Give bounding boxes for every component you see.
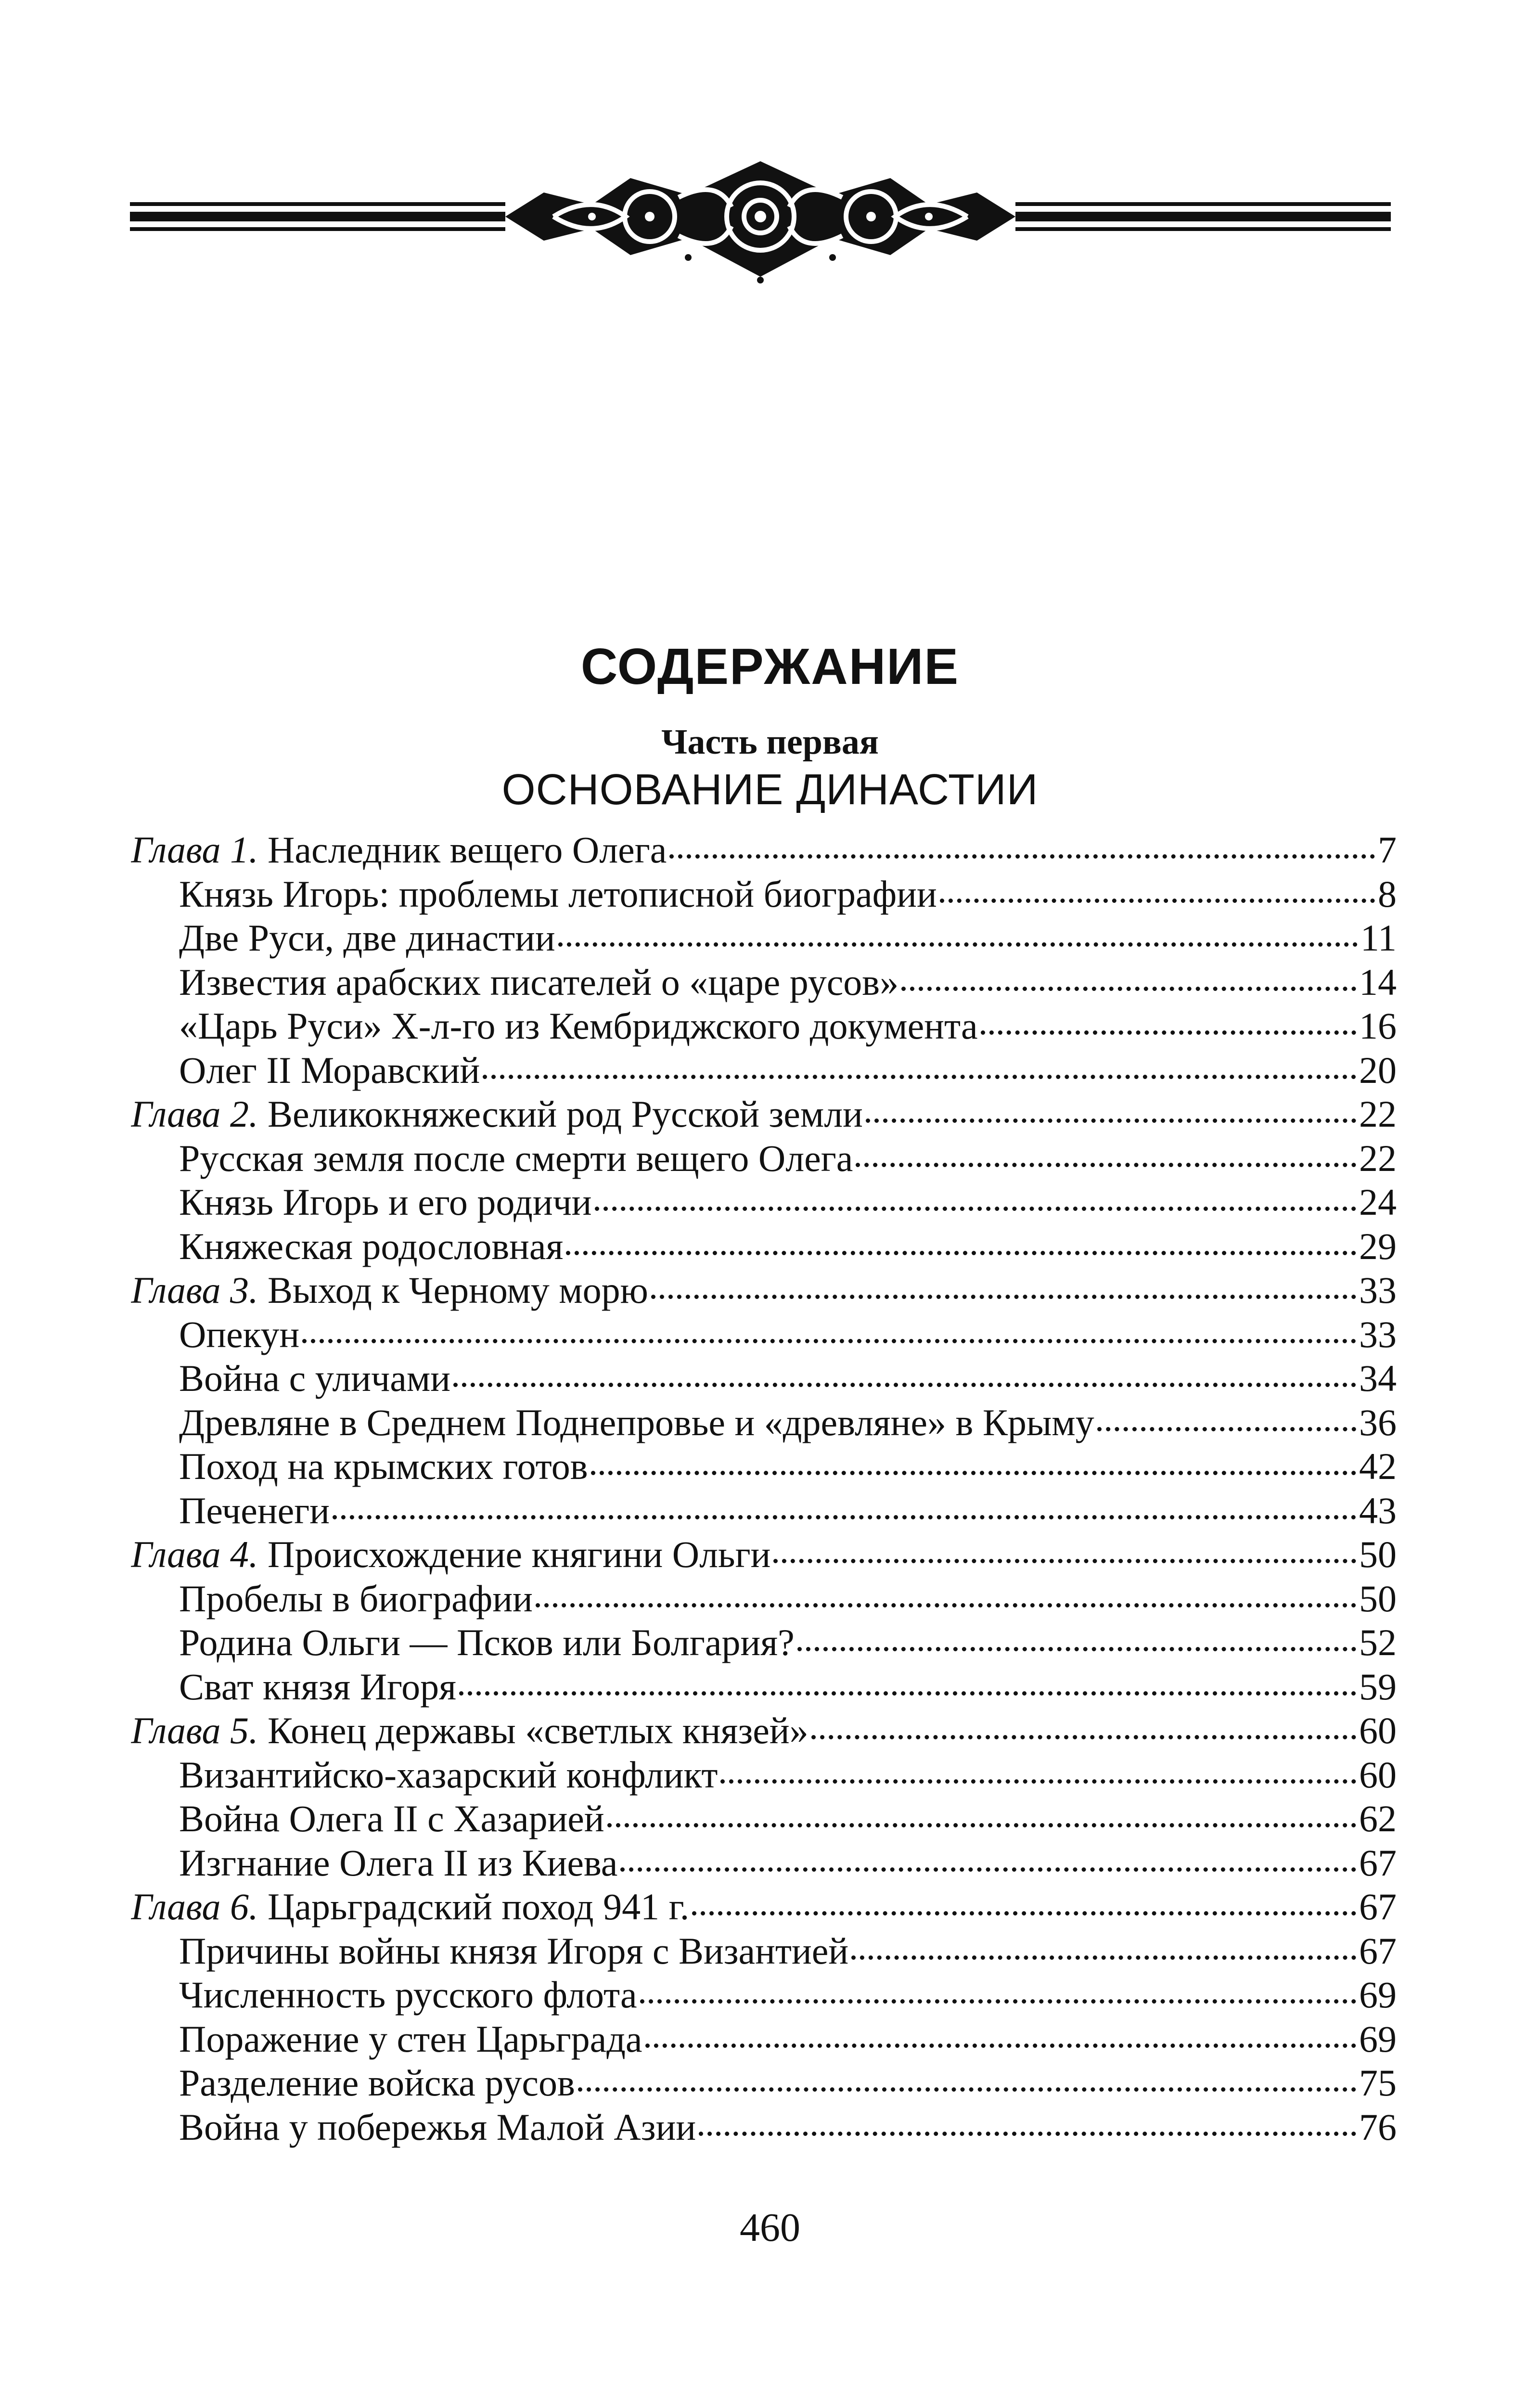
entry-page-number: 52	[1359, 1621, 1397, 1663]
toc-section-entry	[131, 1489, 1397, 1533]
entry-label	[131, 1268, 648, 1312]
dot-leader	[856, 1163, 1356, 1167]
entry-title: Разделение войска русов	[179, 2062, 575, 2104]
toc-section-entry	[131, 1180, 1397, 1224]
entry-label	[131, 1532, 770, 1577]
entry-label	[179, 1401, 1094, 1445]
entry-page-number: 69	[1359, 2018, 1397, 2060]
dot-leader	[866, 1118, 1356, 1123]
entry-label	[179, 1444, 588, 1489]
toc-section-entry	[131, 1356, 1397, 1401]
entry-page-number: 24	[1359, 1181, 1397, 1223]
entry-title: Царьградский поход 941 г.	[268, 1886, 690, 1928]
dot-leader	[459, 1691, 1356, 1696]
entry-title: Сват князя Игоря	[179, 1665, 456, 1708]
chapter-number: Глава 5.	[131, 1710, 258, 1751]
entry-title: Изгнание Олега II из Киева	[179, 1841, 618, 1884]
entry-title: Известия арабских писателей о «царе русов»	[179, 961, 899, 1003]
dot-leader	[595, 1207, 1356, 1211]
toc-section-entry	[131, 1577, 1397, 1621]
headpiece-ornament	[130, 159, 1391, 284]
page-title: СОДЕРЖАНИЕ	[580, 638, 960, 695]
toc-section-entry	[131, 1444, 1397, 1489]
dot-leader	[773, 1559, 1356, 1563]
toc-section-entry	[131, 1665, 1397, 1709]
chapter-number: Глава 4.	[131, 1533, 258, 1575]
entry-title: Наследник вещего Олега	[268, 829, 667, 871]
chapter-number: Глава 1.	[131, 829, 258, 871]
entry-title: Война у побережья Малой Азии	[179, 2106, 696, 2148]
dot-leader	[851, 1955, 1356, 1960]
dot-leader	[558, 942, 1358, 947]
entry-page-number: 50	[1359, 1577, 1397, 1620]
toc-chapter-entry	[131, 1532, 1397, 1577]
dot-leader	[797, 1647, 1356, 1651]
entry-label	[179, 960, 898, 1004]
entry-title: Происхождение княгини Ольги	[268, 1533, 771, 1575]
entry-title: Древляне в Среднем Поднепровье и «древляне» в Крыму	[179, 1401, 1094, 1443]
toc-chapter-entry	[131, 1709, 1397, 1753]
dot-leader	[640, 1999, 1356, 2004]
toc-section-entry	[131, 1224, 1397, 1269]
toc-section-entry	[131, 1973, 1397, 2017]
table-of-contents	[131, 828, 1397, 2149]
chapter-number: Глава 2.	[131, 1093, 258, 1135]
entry-label	[131, 828, 667, 872]
entry-title: Опекун	[179, 1313, 300, 1355]
entry-label	[131, 1885, 689, 1929]
entry-page-number: 67	[1359, 1886, 1397, 1928]
entry-label	[179, 1048, 480, 1093]
entry-page-number: 14	[1359, 961, 1397, 1003]
toc-section-entry	[131, 2061, 1397, 2105]
toc-chapter-entry	[131, 1092, 1397, 1136]
entry-title: Княжеская родословная	[179, 1225, 564, 1267]
entry-title: Пробелы в биографии	[179, 1577, 533, 1620]
entry-label	[179, 1620, 795, 1665]
toc-section-entry	[131, 916, 1397, 960]
entry-label	[179, 2017, 642, 2061]
entry-label	[179, 1356, 450, 1401]
entry-title: Война с уличами	[179, 1357, 450, 1399]
entry-title: Великокняжеский род Русской земли	[268, 1093, 863, 1135]
entry-page-number: 62	[1359, 1798, 1397, 1839]
part-title: ОСНОВАНИЕ ДИНАСТИИ	[501, 766, 1039, 814]
dot-leader	[811, 1735, 1356, 1739]
entry-label	[131, 1709, 808, 1753]
entry-page-number: 75	[1359, 2062, 1397, 2104]
entry-label	[179, 1489, 330, 1533]
entry-title: Две Руси, две династии	[179, 917, 555, 959]
entry-title: Русская земля после смерти вещего Олега	[179, 1137, 853, 1179]
entry-title: Византийско-хазарский конфликт	[179, 1753, 718, 1796]
toc-section-entry	[131, 2105, 1397, 2149]
entry-label	[179, 1004, 978, 1048]
dot-leader	[302, 1339, 1356, 1343]
chapter-number: Глава 3.	[131, 1269, 258, 1311]
entry-page-number: 11	[1360, 917, 1397, 959]
entry-label	[179, 1973, 637, 2017]
toc-chapter-entry	[131, 1268, 1397, 1312]
entry-label	[179, 916, 555, 960]
toc-chapter-entry	[131, 828, 1397, 872]
entry-label	[179, 1797, 604, 1841]
toc-section-entry	[131, 1753, 1397, 1797]
dot-leader	[1097, 1427, 1356, 1431]
entry-page-number: 36	[1359, 1401, 1397, 1443]
entry-page-number: 16	[1359, 1005, 1397, 1047]
entry-title: Князь Игорь: проблемы летописной биографии	[179, 873, 937, 915]
entry-title: Причины войны князя Игоря с Византией	[179, 1929, 849, 1972]
entry-title: Родина Ольги — Псков или Болгария?	[179, 1621, 795, 1663]
entry-title: Князь Игорь и его родичи	[179, 1181, 592, 1223]
entry-label	[179, 1577, 533, 1621]
dot-leader	[591, 1471, 1356, 1475]
entry-label	[179, 1929, 848, 1973]
entry-page-number: 8	[1378, 873, 1397, 915]
entry-label	[179, 1841, 617, 1885]
entry-page-number: 67	[1359, 1929, 1397, 1972]
dot-leader	[566, 1251, 1356, 1255]
entry-page-number: 76	[1359, 2106, 1397, 2148]
entry-page-number: 33	[1359, 1269, 1397, 1311]
entry-page-number: 22	[1359, 1093, 1397, 1135]
entry-page-number: 59	[1359, 1665, 1397, 1708]
toc-section-entry	[131, 1004, 1397, 1048]
toc-section-entry	[131, 1797, 1397, 1841]
toc-section-entry	[131, 1401, 1397, 1445]
entry-page-number: 60	[1359, 1753, 1397, 1796]
dot-leader	[699, 2132, 1356, 2136]
dot-leader	[453, 1383, 1356, 1387]
entry-page-number: 34	[1359, 1357, 1397, 1399]
dot-leader	[669, 854, 1375, 859]
entry-label	[179, 1224, 563, 1269]
chapter-number: Глава 6.	[131, 1886, 258, 1928]
entry-label	[131, 1092, 863, 1136]
entry-title: Поход на крымских готов	[179, 1445, 588, 1487]
page-number: 460	[740, 2205, 800, 2250]
dot-leader	[940, 899, 1375, 903]
dot-leader	[645, 2044, 1356, 2048]
dot-leader	[333, 1515, 1356, 1519]
entry-page-number: 7	[1378, 829, 1397, 871]
entry-page-number: 60	[1359, 1710, 1397, 1751]
toc-section-entry	[131, 1929, 1397, 1973]
entry-label	[179, 1312, 299, 1357]
dot-leader	[692, 1911, 1356, 1915]
toc-section-entry	[131, 2017, 1397, 2061]
dot-leader	[720, 1779, 1356, 1784]
dot-leader	[578, 2087, 1356, 2092]
entry-label	[179, 2105, 696, 2149]
toc-section-entry	[131, 960, 1397, 1004]
entry-page-number: 29	[1359, 1225, 1397, 1267]
entry-page-number: 43	[1359, 1489, 1397, 1531]
entry-page-number: 69	[1359, 1974, 1397, 2016]
entry-label	[179, 1753, 718, 1797]
entry-title: Конец державы «светлых князей»	[268, 1710, 808, 1751]
entry-title: Поражение у стен Царьграда	[179, 2018, 642, 2060]
entry-title: Численность русского флота	[179, 1974, 637, 2016]
entry-page-number: 42	[1359, 1445, 1397, 1487]
entry-page-number: 50	[1359, 1533, 1397, 1575]
entry-page-number: 67	[1359, 1841, 1397, 1884]
entry-label	[179, 1136, 853, 1181]
entry-title: «Царь Руси» Х-л-го из Кембриджского документа	[179, 1005, 978, 1047]
entry-page-number: 22	[1359, 1137, 1397, 1179]
entry-page-number: 20	[1359, 1049, 1397, 1091]
entry-label	[179, 1180, 592, 1224]
entry-label	[179, 2061, 575, 2105]
entry-label	[179, 1665, 456, 1709]
toc-section-entry	[131, 1136, 1397, 1181]
entry-title: Печенеги	[179, 1489, 330, 1531]
entry-title: Олег II Моравский	[179, 1049, 480, 1091]
toc-section-entry	[131, 1841, 1397, 1885]
entry-title: Война Олега II с Хазарией	[179, 1798, 604, 1839]
part-label: Часть первая	[661, 722, 879, 762]
dot-leader	[620, 1867, 1356, 1872]
toc-chapter-entry	[131, 1885, 1397, 1929]
entry-page-number: 33	[1359, 1313, 1397, 1355]
dot-leader	[901, 987, 1356, 991]
entry-label	[179, 872, 937, 916]
dot-leader	[483, 1075, 1356, 1079]
dot-leader	[651, 1295, 1356, 1299]
dot-leader	[981, 1030, 1356, 1035]
toc-section-entry	[131, 1048, 1397, 1093]
toc-section-entry	[131, 1620, 1397, 1665]
entry-title: Выход к Черному морю	[268, 1269, 648, 1311]
toc-section-entry	[131, 1312, 1397, 1357]
dot-leader	[607, 1823, 1356, 1827]
dot-leader	[536, 1603, 1356, 1607]
toc-section-entry	[131, 872, 1397, 916]
